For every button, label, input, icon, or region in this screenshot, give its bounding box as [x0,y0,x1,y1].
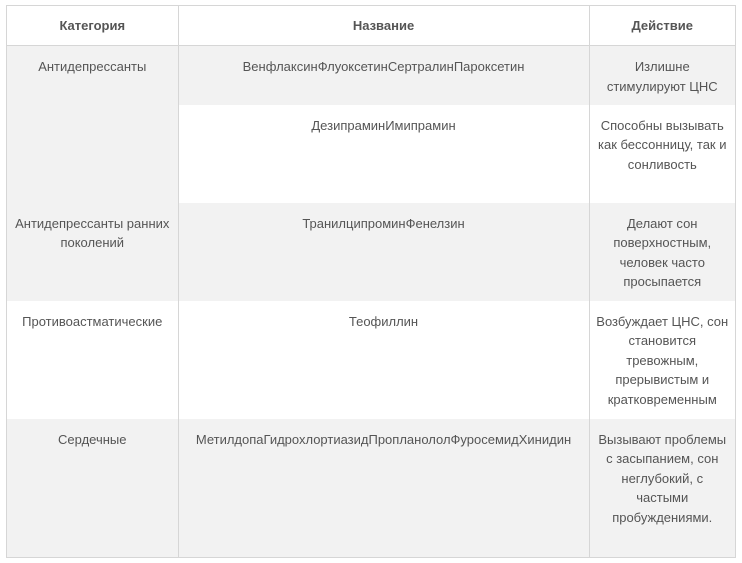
action-cell: Делают сон поверхностным, человек часто просыпается [589,203,735,301]
data-table [7,6,735,557]
table-row [7,301,735,419]
table-row [7,203,735,301]
name-cell: МетилдопаГидрохлортиазидПропланололФуросемидХинидин [178,419,589,557]
action-cell: Способны вызывать как бессонницу, так и сонливость [589,105,735,203]
name-cell: Теофиллин [178,301,589,419]
drug-side-effects-table [6,5,736,558]
action-cell: Излишне стимулируют ЦНС [589,46,735,105]
name-cell: ТранилципроминФенелзин [178,203,589,301]
header-name: Название [178,6,589,46]
action-cell: Вызывают проблемы с засыпанием, сон неглубокий, с частыми пробуждениями. [589,419,735,557]
header-category: Категория [7,6,178,46]
name-cell: ДезипраминИмипрамин [178,105,589,203]
category-cell: Сердечные [7,419,178,557]
table-header-row [7,6,735,46]
table-row [7,419,735,557]
header-action: Действие [589,6,735,46]
action-cell: Возбуждает ЦНС, сон становится тревожным, прерывистым и кратковременным [589,301,735,419]
category-cell: Антидепрессанты [7,46,178,203]
name-cell: ВенфлаксинФлуоксетинСертралинПароксетин [178,46,589,105]
category-cell: Антидепрессанты ранних поколений [7,203,178,301]
category-cell: Противоастматические [7,301,178,419]
table-row [7,46,735,105]
